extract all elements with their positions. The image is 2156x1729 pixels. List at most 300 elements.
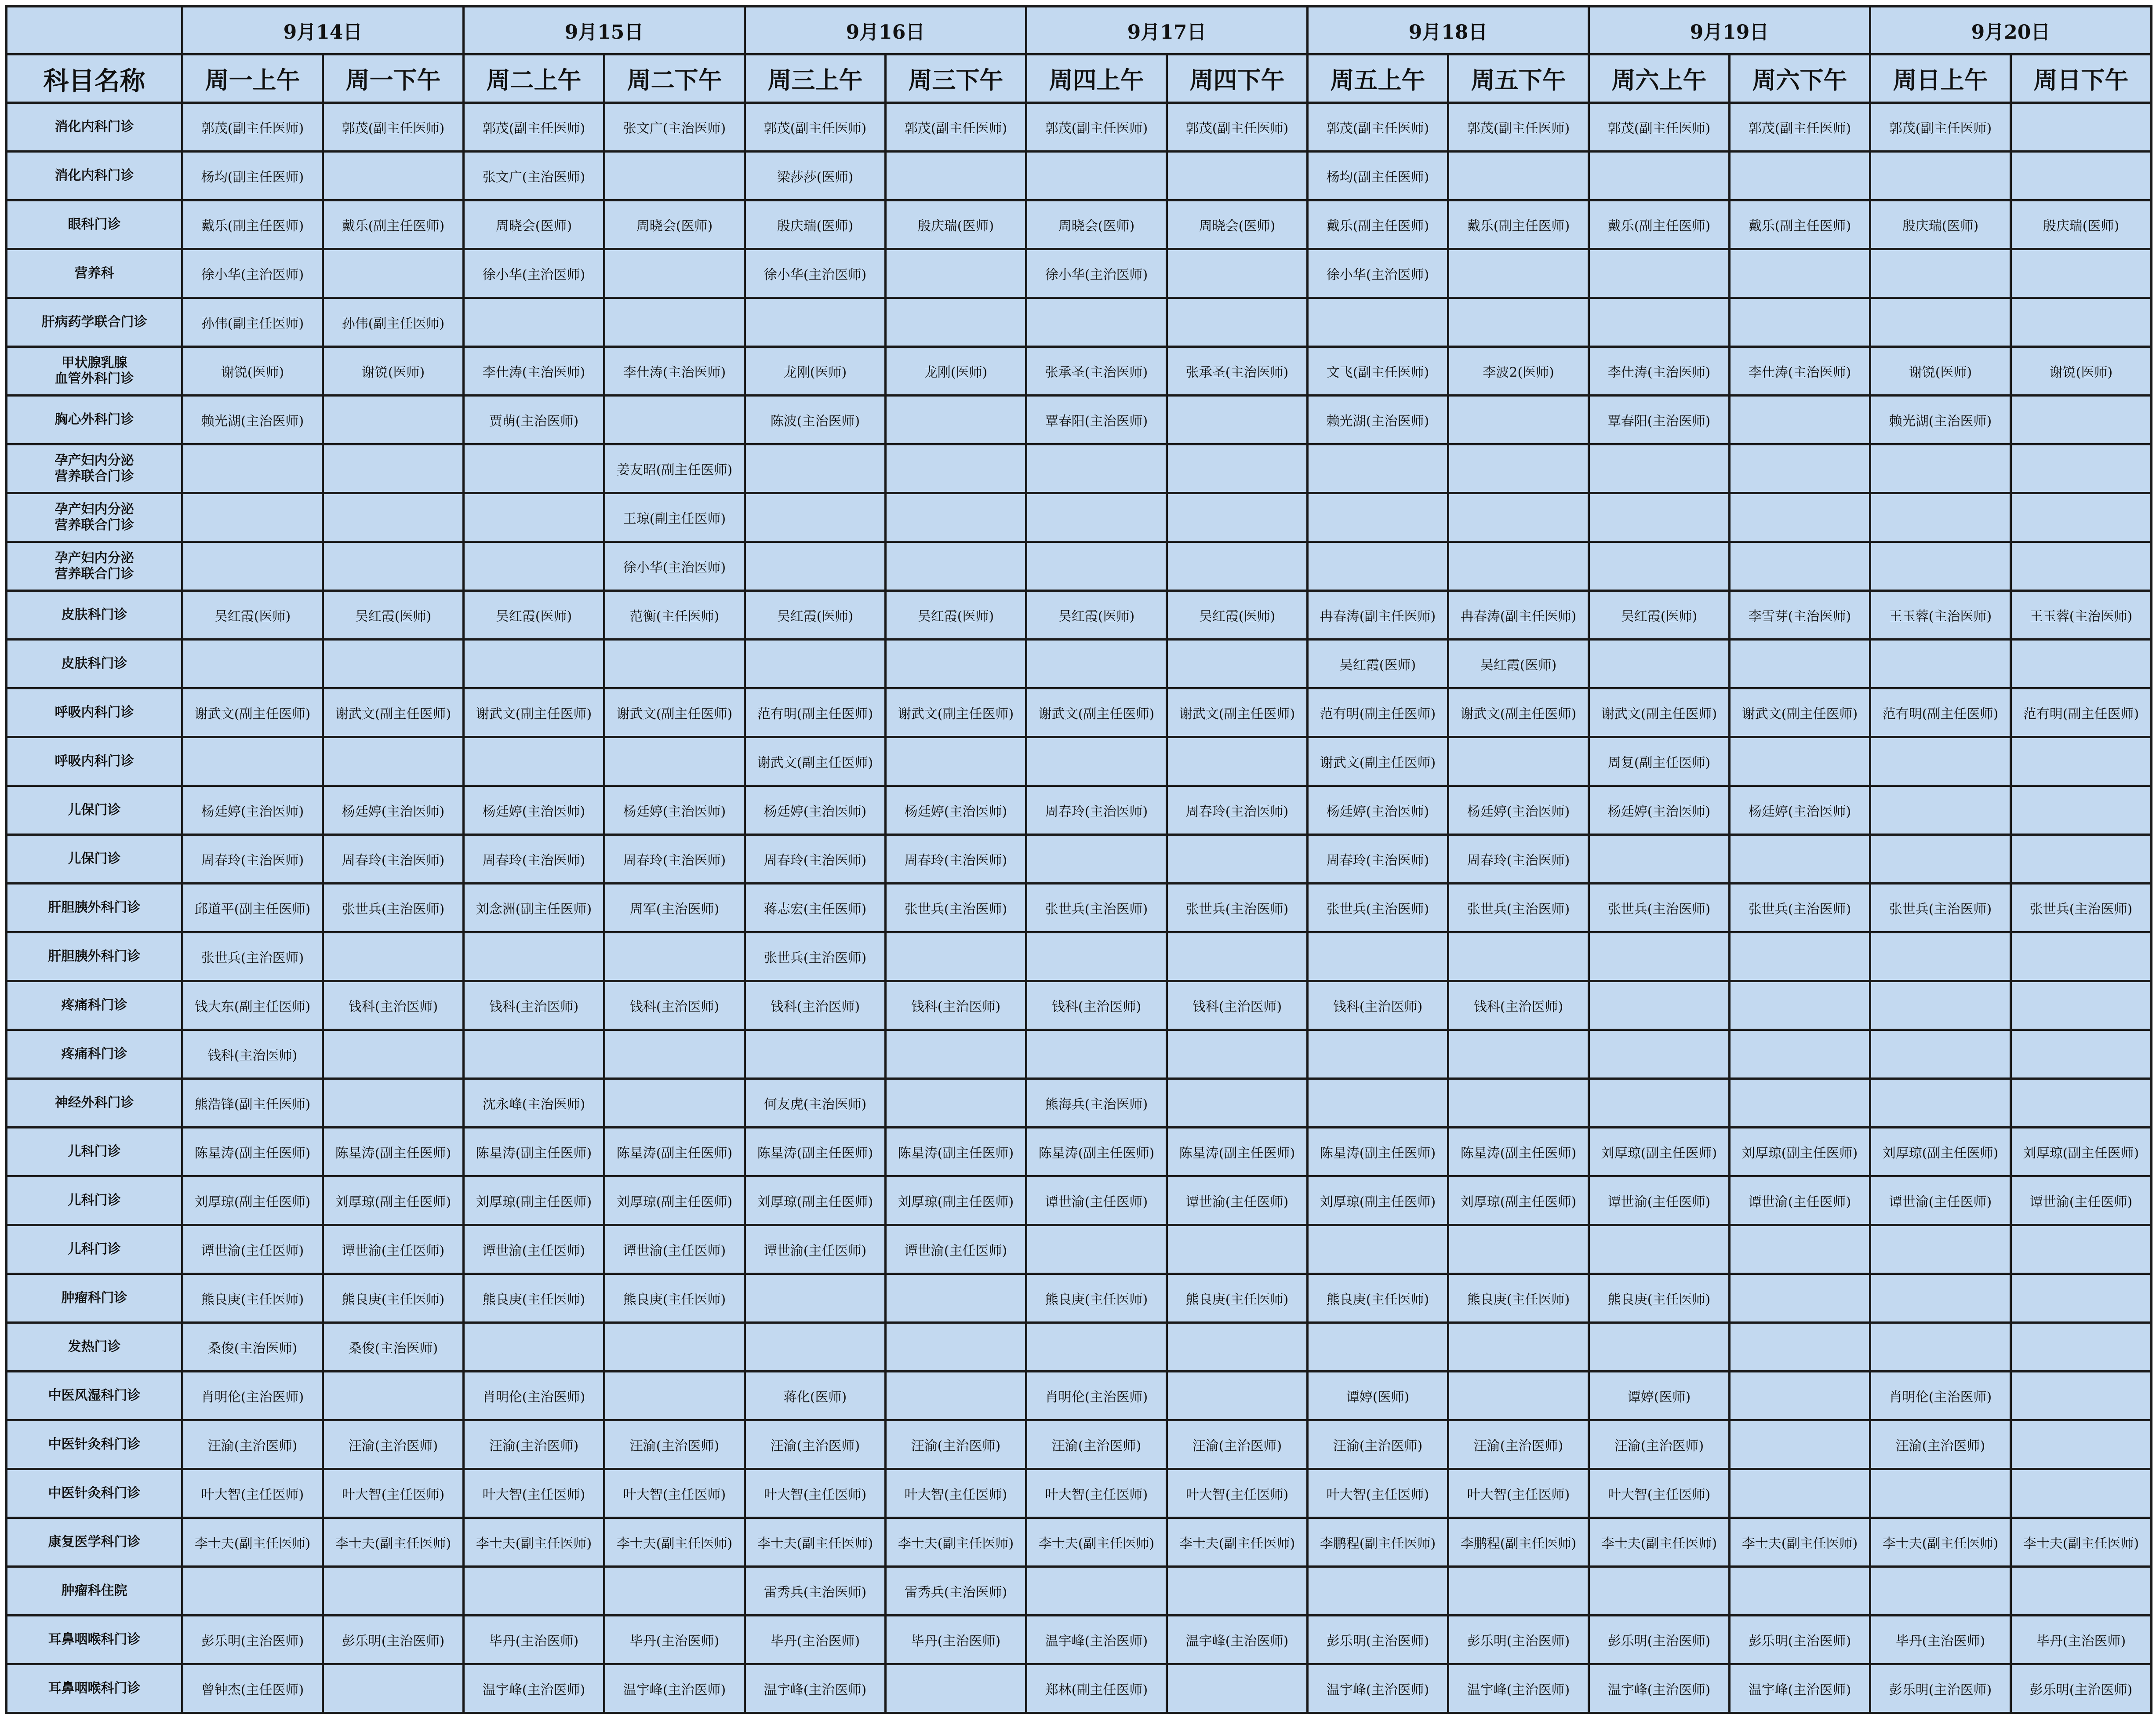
table-row xyxy=(7,1616,2152,1664)
doctor-cell xyxy=(2011,103,2152,152)
doctor-cell: 刘厚琼(副主任医师) xyxy=(1589,1128,1730,1176)
doctor-cell: 张承圣(主治医师) xyxy=(1167,347,1308,396)
doctor-cell: 钱科(主治医师) xyxy=(1026,981,1167,1030)
doctor-cell: 汪渝(主治医师) xyxy=(745,1420,886,1469)
doctor-cell xyxy=(1589,1225,1730,1274)
doctor-cell: 杨廷婷(主治医师) xyxy=(886,786,1026,835)
doctor-cell: 谢武文(副主任医师) xyxy=(1730,688,1870,737)
doctor-cell xyxy=(323,1664,464,1713)
doctor-cell: 杨廷婷(主治医师) xyxy=(1589,786,1730,835)
doctor-cell: 戴乐(副主任医师) xyxy=(323,200,464,249)
doctor-cell xyxy=(1589,1079,1730,1128)
doctor-cell: 叶大智(主任医师) xyxy=(745,1469,886,1518)
doctor-cell xyxy=(1026,1225,1167,1274)
doctor-cell xyxy=(1870,1323,2011,1372)
table-row xyxy=(7,884,2152,932)
doctor-cell: 钱大东(副主任医师) xyxy=(182,981,323,1030)
doctor-cell: 覃春阳(主治医师) xyxy=(1589,396,1730,444)
doctor-cell xyxy=(1026,1567,1167,1616)
doctor-cell: 郭茂(副主任医师) xyxy=(1448,103,1589,152)
doctor-cell: 郭茂(副主任医师) xyxy=(1870,103,2011,152)
doctor-cell: 陈波(主治医师) xyxy=(745,396,886,444)
doctor-cell: 汪渝(主治医师) xyxy=(1870,1420,2011,1469)
doctor-cell xyxy=(1026,1323,1167,1372)
doctor-cell: 李士夫(副主任医师) xyxy=(1026,1518,1167,1567)
doctor-cell xyxy=(2011,298,2152,347)
doctor-cell xyxy=(1026,542,1167,591)
doctor-cell: 刘厚琼(副主任医师) xyxy=(323,1176,464,1225)
doctor-cell: 钱科(主治医师) xyxy=(182,1030,323,1079)
dept-name-cell: 孕产妇内分泌 营养联合门诊 xyxy=(7,493,182,542)
doctor-cell xyxy=(1308,1323,1448,1372)
doctor-cell: 龙刚(医师) xyxy=(886,347,1026,396)
doctor-cell xyxy=(1167,444,1308,493)
doctor-cell: 龙刚(医师) xyxy=(745,347,886,396)
doctor-cell xyxy=(1870,249,2011,298)
date-header: 9月17日 xyxy=(1026,7,1308,55)
corner-cell xyxy=(7,7,182,55)
doctor-cell: 张世兵(主治医师) xyxy=(1448,884,1589,932)
doctor-cell: 郭茂(副主任医师) xyxy=(1308,103,1448,152)
doctor-cell: 谭世渝(主任医师) xyxy=(2011,1176,2152,1225)
doctor-cell xyxy=(2011,444,2152,493)
doctor-cell xyxy=(604,152,745,200)
doctor-cell: 彭乐明(主治医师) xyxy=(1870,1664,2011,1713)
table-row xyxy=(7,396,2152,444)
doctor-cell: 姜友昭(副主任医师) xyxy=(604,444,745,493)
doctor-cell: 郑林(副主任医师) xyxy=(1026,1664,1167,1713)
doctor-cell xyxy=(1730,981,1870,1030)
table-row xyxy=(7,1518,2152,1567)
slot-header: 周一上午 xyxy=(182,55,323,103)
doctor-cell: 张世兵(主治医师) xyxy=(886,884,1026,932)
doctor-cell: 李士夫(副主任医师) xyxy=(745,1518,886,1567)
doctor-cell: 赖光湖(主治医师) xyxy=(1308,396,1448,444)
doctor-cell xyxy=(323,932,464,981)
dept-name-cell: 耳鼻咽喉科门诊 xyxy=(7,1616,182,1664)
doctor-cell: 吴红霞(医师) xyxy=(1448,640,1589,688)
doctor-cell xyxy=(1870,835,2011,884)
doctor-cell: 孙伟(副主任医师) xyxy=(323,298,464,347)
dept-name-cell: 营养科 xyxy=(7,249,182,298)
doctor-cell xyxy=(604,1323,745,1372)
doctor-cell: 徐小华(主治医师) xyxy=(464,249,604,298)
doctor-cell xyxy=(1308,493,1448,542)
date-header: 9月14日 xyxy=(182,7,464,55)
doctor-cell xyxy=(182,444,323,493)
doctor-cell xyxy=(1589,444,1730,493)
doctor-cell: 雷秀兵(主治医师) xyxy=(886,1567,1026,1616)
doctor-cell: 谢锐(医师) xyxy=(182,347,323,396)
doctor-cell xyxy=(1167,396,1308,444)
table-row xyxy=(7,1030,2152,1079)
doctor-cell xyxy=(886,444,1026,493)
doctor-cell xyxy=(1589,981,1730,1030)
doctor-cell: 周春玲(主治医师) xyxy=(323,835,464,884)
table-row xyxy=(7,640,2152,688)
doctor-cell: 谭世渝(主任医师) xyxy=(745,1225,886,1274)
doctor-cell xyxy=(2011,1567,2152,1616)
doctor-cell xyxy=(1448,1567,1589,1616)
dept-name-cell: 肝病药学联合门诊 xyxy=(7,298,182,347)
doctor-cell xyxy=(1167,493,1308,542)
doctor-cell: 汪渝(主治医师) xyxy=(604,1420,745,1469)
doctor-cell: 陈星涛(副主任医师) xyxy=(745,1128,886,1176)
doctor-cell xyxy=(2011,932,2152,981)
doctor-cell: 钱科(主治医师) xyxy=(1448,981,1589,1030)
doctor-cell: 孙伟(副主任医师) xyxy=(182,298,323,347)
doctor-cell: 徐小华(主治医师) xyxy=(1026,249,1167,298)
doctor-cell: 谢武文(副主任医师) xyxy=(1308,737,1448,786)
doctor-cell xyxy=(182,542,323,591)
doctor-cell xyxy=(1870,444,2011,493)
doctor-cell: 钱科(主治医师) xyxy=(323,981,464,1030)
doctor-cell xyxy=(323,249,464,298)
doctor-cell: 叶大智(主任医师) xyxy=(1589,1469,1730,1518)
doctor-cell: 汪渝(主治医师) xyxy=(1167,1420,1308,1469)
doctor-cell: 熊良庚(主任医师) xyxy=(604,1274,745,1323)
doctor-cell: 温宇峰(主治医师) xyxy=(1167,1616,1308,1664)
doctor-cell: 彭乐明(主治医师) xyxy=(1448,1616,1589,1664)
doctor-cell xyxy=(1167,640,1308,688)
doctor-cell: 戴乐(副主任医师) xyxy=(182,200,323,249)
doctor-cell: 吴红霞(医师) xyxy=(745,591,886,640)
doctor-cell xyxy=(745,444,886,493)
doctor-cell: 郭茂(副主任医师) xyxy=(182,103,323,152)
doctor-cell: 李仕涛(主治医师) xyxy=(1730,347,1870,396)
doctor-cell: 张世兵(主治医师) xyxy=(1308,884,1448,932)
slot-header: 周六上午 xyxy=(1589,55,1730,103)
doctor-cell xyxy=(886,542,1026,591)
doctor-cell: 叶大智(主任医师) xyxy=(464,1469,604,1518)
doctor-cell xyxy=(745,493,886,542)
doctor-cell: 汪渝(主治医师) xyxy=(323,1420,464,1469)
doctor-cell: 文飞(副主任医师) xyxy=(1308,347,1448,396)
slot-header: 周一下午 xyxy=(323,55,464,103)
doctor-cell: 熊海兵(主治医师) xyxy=(1026,1079,1167,1128)
doctor-cell: 杨廷婷(主治医师) xyxy=(1730,786,1870,835)
dept-name-cell: 肿瘤科住院 xyxy=(7,1567,182,1616)
doctor-cell xyxy=(1870,640,2011,688)
doctor-cell: 毕丹(主治医师) xyxy=(1870,1616,2011,1664)
doctor-cell xyxy=(1308,1030,1448,1079)
doctor-cell xyxy=(323,542,464,591)
doctor-cell: 吴红霞(医师) xyxy=(323,591,464,640)
doctor-cell xyxy=(1026,835,1167,884)
doctor-cell: 温宇峰(主治医师) xyxy=(1730,1664,1870,1713)
doctor-cell: 范有明(副主任医师) xyxy=(1870,688,2011,737)
doctor-cell: 桑俊(主治医师) xyxy=(182,1323,323,1372)
doctor-cell: 温宇峰(主治医师) xyxy=(464,1664,604,1713)
doctor-cell: 毕丹(主治医师) xyxy=(464,1616,604,1664)
doctor-cell: 叶大智(主任医师) xyxy=(1026,1469,1167,1518)
doctor-cell: 范衡(主任医师) xyxy=(604,591,745,640)
doctor-cell: 彭乐明(主治医师) xyxy=(182,1616,323,1664)
doctor-cell xyxy=(1448,1079,1589,1128)
doctor-cell: 吴红霞(医师) xyxy=(1026,591,1167,640)
doctor-cell: 谭婷(医师) xyxy=(1589,1372,1730,1420)
dept-name-cell: 儿保门诊 xyxy=(7,786,182,835)
doctor-cell xyxy=(2011,249,2152,298)
doctor-cell: 钱科(主治医师) xyxy=(604,981,745,1030)
doctor-cell xyxy=(2011,1079,2152,1128)
doctor-cell xyxy=(1026,737,1167,786)
doctor-cell xyxy=(1589,249,1730,298)
doctor-cell: 冉春涛(副主任医师) xyxy=(1308,591,1448,640)
table-row xyxy=(7,1469,2152,1518)
doctor-cell xyxy=(1870,737,2011,786)
doctor-cell xyxy=(323,152,464,200)
doctor-cell xyxy=(1589,542,1730,591)
doctor-cell: 张世兵(主治医师) xyxy=(1870,884,2011,932)
doctor-cell: 谢武文(副主任医师) xyxy=(182,688,323,737)
doctor-cell xyxy=(2011,542,2152,591)
doctor-cell: 谢锐(医师) xyxy=(2011,347,2152,396)
doctor-cell xyxy=(886,1372,1026,1420)
dept-name-cell: 甲状腺乳腺 血管外科门诊 xyxy=(7,347,182,396)
doctor-cell xyxy=(2011,786,2152,835)
doctor-cell xyxy=(1730,737,1870,786)
dept-name-cell: 呼吸内科门诊 xyxy=(7,737,182,786)
doctor-cell: 肖明伦(主治医师) xyxy=(1870,1372,2011,1420)
doctor-cell xyxy=(1026,932,1167,981)
doctor-cell xyxy=(1026,1030,1167,1079)
doctor-cell xyxy=(1448,932,1589,981)
slot-header: 周四上午 xyxy=(1026,55,1167,103)
doctor-cell: 蒋志宏(主任医师) xyxy=(745,884,886,932)
doctor-cell: 刘厚琼(副主任医师) xyxy=(1870,1128,2011,1176)
doctor-cell xyxy=(1870,493,2011,542)
doctor-cell: 戴乐(副主任医师) xyxy=(1730,200,1870,249)
doctor-cell: 谭世渝(主任医师) xyxy=(1026,1176,1167,1225)
doctor-cell: 温宇峰(主治医师) xyxy=(1308,1664,1448,1713)
doctor-cell xyxy=(1589,152,1730,200)
doctor-cell: 覃春阳(主治医师) xyxy=(1026,396,1167,444)
doctor-cell xyxy=(464,298,604,347)
doctor-cell: 陈星涛(副主任医师) xyxy=(1308,1128,1448,1176)
doctor-cell xyxy=(1448,493,1589,542)
doctor-cell xyxy=(1448,444,1589,493)
doctor-cell xyxy=(1730,1030,1870,1079)
dept-name-cell: 肝胆胰外科门诊 xyxy=(7,932,182,981)
doctor-cell: 贾萌(主治医师) xyxy=(464,396,604,444)
doctor-cell: 戴乐(副主任医师) xyxy=(1308,200,1448,249)
doctor-cell xyxy=(745,542,886,591)
slot-header: 周五上午 xyxy=(1308,55,1448,103)
doctor-cell xyxy=(2011,737,2152,786)
doctor-cell xyxy=(464,1567,604,1616)
doctor-cell: 周晓会(医师) xyxy=(1026,200,1167,249)
doctor-cell xyxy=(886,152,1026,200)
doctor-cell: 周春玲(主治医师) xyxy=(745,835,886,884)
doctor-cell: 殷庆瑞(医师) xyxy=(1870,200,2011,249)
doctor-cell xyxy=(1448,396,1589,444)
doctor-cell: 李士夫(副主任医师) xyxy=(886,1518,1026,1567)
doctor-cell xyxy=(604,737,745,786)
doctor-cell: 王玉蓉(主治医师) xyxy=(2011,591,2152,640)
doctor-cell: 冉春涛(副主任医师) xyxy=(1448,591,1589,640)
doctor-cell xyxy=(1308,298,1448,347)
doctor-cell xyxy=(1730,1079,1870,1128)
doctor-cell: 徐小华(主治医师) xyxy=(604,542,745,591)
doctor-cell xyxy=(604,1567,745,1616)
doctor-cell: 谭世渝(主任医师) xyxy=(464,1225,604,1274)
doctor-cell: 温宇峰(主治医师) xyxy=(1589,1664,1730,1713)
table-row xyxy=(7,591,2152,640)
doctor-cell: 杨廷婷(主治医师) xyxy=(604,786,745,835)
doctor-cell: 张世兵(主治医师) xyxy=(1730,884,1870,932)
doctor-cell: 李士夫(副主任医师) xyxy=(1870,1518,2011,1567)
doctor-cell xyxy=(1730,640,1870,688)
table-row xyxy=(7,737,2152,786)
doctor-cell xyxy=(1167,1030,1308,1079)
doctor-cell xyxy=(464,1323,604,1372)
doctor-cell: 谢锐(医师) xyxy=(1870,347,2011,396)
doctor-cell: 张文广(主治医师) xyxy=(464,152,604,200)
dept-name-cell: 儿保门诊 xyxy=(7,835,182,884)
doctor-cell: 谢武文(副主任医师) xyxy=(745,737,886,786)
doctor-cell: 刘厚琼(副主任医师) xyxy=(886,1176,1026,1225)
doctor-cell xyxy=(886,493,1026,542)
table-row xyxy=(7,249,2152,298)
doctor-cell: 李士夫(副主任医师) xyxy=(2011,1518,2152,1567)
doctor-cell: 钱科(主治医师) xyxy=(1167,981,1308,1030)
table-row xyxy=(7,298,2152,347)
doctor-cell xyxy=(1448,1030,1589,1079)
doctor-cell xyxy=(886,1664,1026,1713)
doctor-cell: 谢武文(副主任医师) xyxy=(464,688,604,737)
doctor-cell xyxy=(1167,1079,1308,1128)
doctor-cell: 陈星涛(副主任医师) xyxy=(604,1128,745,1176)
doctor-cell: 郭茂(副主任医师) xyxy=(323,103,464,152)
doctor-cell: 汪渝(主治医师) xyxy=(886,1420,1026,1469)
table-row xyxy=(7,1274,2152,1323)
doctor-cell: 杨廷婷(主治医师) xyxy=(1448,786,1589,835)
doctor-cell xyxy=(2011,1469,2152,1518)
dept-name-cell: 孕产妇内分泌 营养联合门诊 xyxy=(7,444,182,493)
doctor-cell: 杨廷婷(主治医师) xyxy=(745,786,886,835)
dept-column-header: 科目名称 xyxy=(7,55,182,103)
date-header: 9月20日 xyxy=(1870,7,2152,55)
doctor-cell: 殷庆瑞(医师) xyxy=(745,200,886,249)
doctor-cell: 郭茂(副主任医师) xyxy=(1026,103,1167,152)
doctor-cell: 刘厚琼(副主任医师) xyxy=(604,1176,745,1225)
doctor-cell xyxy=(464,493,604,542)
doctor-cell xyxy=(1730,835,1870,884)
doctor-cell xyxy=(1870,1274,2011,1323)
doctor-cell xyxy=(604,1030,745,1079)
doctor-cell: 叶大智(主任医师) xyxy=(1448,1469,1589,1518)
doctor-cell: 曾钟杰(主任医师) xyxy=(182,1664,323,1713)
doctor-cell xyxy=(1870,1469,2011,1518)
doctor-cell xyxy=(604,932,745,981)
doctor-cell: 李士夫(副主任医师) xyxy=(1730,1518,1870,1567)
doctor-cell xyxy=(1448,152,1589,200)
doctor-cell: 刘厚琼(副主任医师) xyxy=(182,1176,323,1225)
doctor-cell: 周春玲(主治医师) xyxy=(464,835,604,884)
doctor-cell: 熊良庚(主任医师) xyxy=(1589,1274,1730,1323)
doctor-cell: 桑俊(主治医师) xyxy=(323,1323,464,1372)
doctor-cell xyxy=(1448,249,1589,298)
doctor-cell xyxy=(323,1079,464,1128)
doctor-cell xyxy=(1308,1079,1448,1128)
doctor-cell: 谢武文(副主任医师) xyxy=(323,688,464,737)
doctor-cell xyxy=(1870,1225,2011,1274)
dept-name-cell: 儿科门诊 xyxy=(7,1128,182,1176)
doctor-cell xyxy=(182,493,323,542)
doctor-cell: 梁莎莎(医师) xyxy=(745,152,886,200)
doctor-cell: 钱科(主治医师) xyxy=(464,981,604,1030)
doctor-cell xyxy=(1026,640,1167,688)
doctor-cell xyxy=(1730,1372,1870,1420)
doctor-cell xyxy=(1448,1225,1589,1274)
doctor-cell xyxy=(745,1323,886,1372)
doctor-cell: 郭茂(副主任医师) xyxy=(464,103,604,152)
doctor-cell xyxy=(2011,493,2152,542)
doctor-cell xyxy=(1589,835,1730,884)
doctor-cell: 谭世渝(主任医师) xyxy=(182,1225,323,1274)
slot-header: 周四下午 xyxy=(1167,55,1308,103)
doctor-cell: 叶大智(主任医师) xyxy=(886,1469,1026,1518)
doctor-cell xyxy=(1730,1323,1870,1372)
doctor-cell xyxy=(1167,1225,1308,1274)
doctor-cell xyxy=(2011,1420,2152,1469)
doctor-cell: 邱道平(副主任医师) xyxy=(182,884,323,932)
doctor-cell xyxy=(1026,444,1167,493)
doctor-cell: 蒋化(医师) xyxy=(745,1372,886,1420)
table-row xyxy=(7,932,2152,981)
doctor-cell: 叶大智(主任医师) xyxy=(1308,1469,1448,1518)
doctor-cell: 熊良庚(主任医师) xyxy=(182,1274,323,1323)
doctor-cell xyxy=(323,1567,464,1616)
doctor-cell xyxy=(2011,835,2152,884)
doctor-cell: 肖明伦(主治医师) xyxy=(1026,1372,1167,1420)
doctor-cell: 李士夫(副主任医师) xyxy=(604,1518,745,1567)
doctor-cell xyxy=(2011,640,2152,688)
table-row xyxy=(7,444,2152,493)
doctor-cell: 汪渝(主治医师) xyxy=(182,1420,323,1469)
date-header-row xyxy=(7,7,2152,55)
doctor-cell: 吴红霞(医师) xyxy=(1308,640,1448,688)
doctor-cell: 刘厚琼(副主任医师) xyxy=(464,1176,604,1225)
doctor-cell xyxy=(323,493,464,542)
doctor-cell xyxy=(2011,1030,2152,1079)
doctor-cell: 熊良庚(主任医师) xyxy=(1167,1274,1308,1323)
doctor-cell: 谭世渝(主任医师) xyxy=(886,1225,1026,1274)
doctor-cell: 徐小华(主治医师) xyxy=(745,249,886,298)
doctor-cell: 汪渝(主治医师) xyxy=(1026,1420,1167,1469)
doctor-cell xyxy=(745,1274,886,1323)
doctor-cell: 周晓会(医师) xyxy=(464,200,604,249)
doctor-cell xyxy=(1870,152,2011,200)
doctor-cell: 谢武文(副主任医师) xyxy=(1448,688,1589,737)
doctor-cell: 陈星涛(副主任医师) xyxy=(323,1128,464,1176)
dept-name-cell: 疼痛科门诊 xyxy=(7,1030,182,1079)
doctor-cell xyxy=(1589,1567,1730,1616)
table-row xyxy=(7,1225,2152,1274)
doctor-cell: 郭茂(副主任医师) xyxy=(1730,103,1870,152)
doctor-cell: 陈星涛(副主任医师) xyxy=(1026,1128,1167,1176)
doctor-cell xyxy=(1870,1030,2011,1079)
doctor-cell xyxy=(604,298,745,347)
doctor-cell xyxy=(1167,932,1308,981)
doctor-cell: 吴红霞(医师) xyxy=(1589,591,1730,640)
dept-name-cell: 发热门诊 xyxy=(7,1323,182,1372)
doctor-cell xyxy=(2011,1323,2152,1372)
doctor-cell xyxy=(2011,152,2152,200)
doctor-cell xyxy=(1589,1030,1730,1079)
doctor-cell: 郭茂(副主任医师) xyxy=(745,103,886,152)
